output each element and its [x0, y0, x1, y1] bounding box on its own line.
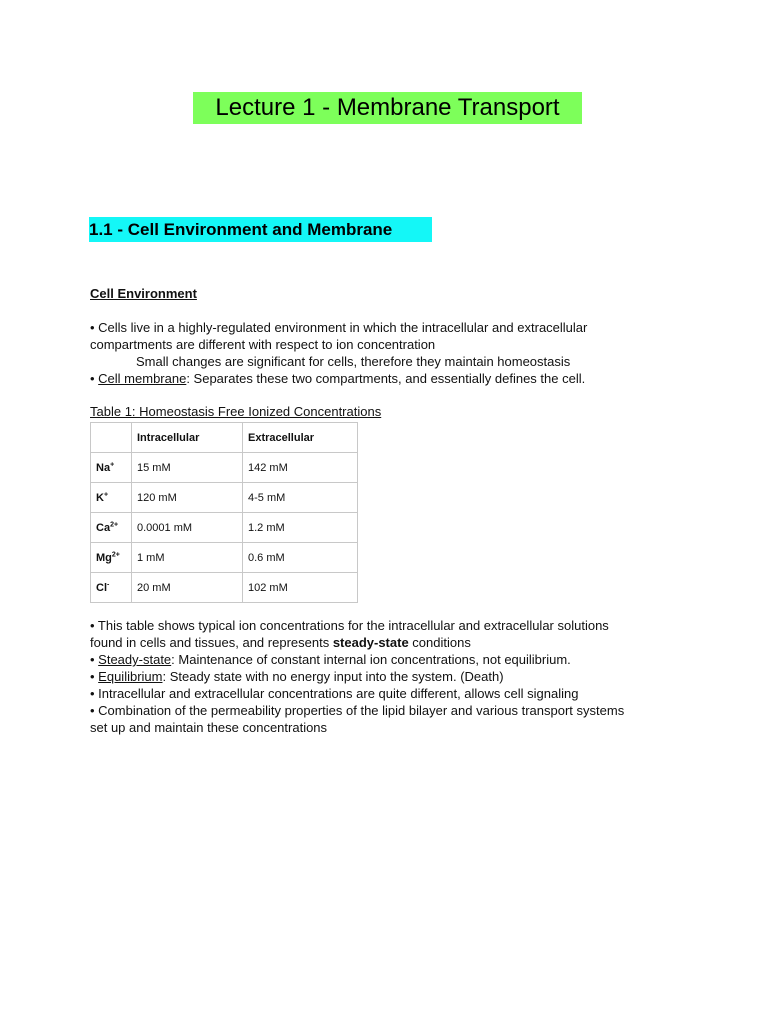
ion-cell	[91, 513, 132, 543]
extracellular-value: 102 mM	[243, 573, 358, 603]
ion-charge: +	[103, 490, 109, 498]
intracellular-value: 1 mM	[132, 543, 243, 573]
ion-cell	[91, 573, 132, 603]
table-header-extracellular: Extracellular	[243, 423, 358, 453]
intro-paragraph	[90, 319, 690, 387]
cell-membrane-definition	[90, 370, 690, 387]
intro-indented-line: Small changes are significant for cells, therefore they maintain homeostasis	[136, 354, 571, 369]
ion-symbol: Ca	[96, 521, 111, 534]
steady-state-emphasis: steady-state	[332, 635, 409, 650]
intracellular-value: 15 mM	[132, 453, 243, 483]
ion-concentration-table	[90, 422, 358, 603]
extracellular-value: 4-5 mM	[243, 483, 358, 513]
table-header-cell	[91, 423, 132, 453]
ion-charge: 2+	[111, 550, 120, 558]
section-heading: 1.1 - Cell Environment and Membrane	[89, 217, 432, 242]
notes-text: found in cells and tissues, and represents	[90, 635, 333, 650]
notes-line	[90, 634, 690, 651]
steady-state-definition	[90, 651, 690, 668]
cell-membrane-text: : Separates these two compartments, and essentially defines the cell.	[186, 371, 586, 386]
steady-state-text: : Maintenance of constant internal ion concentrations, not equilibrium.	[171, 652, 571, 667]
equilibrium-term: Equilibrium	[98, 669, 163, 684]
ion-symbol: Na	[96, 461, 111, 474]
intracellular-value: 20 mM	[132, 573, 243, 603]
notes-text: conditions	[408, 635, 471, 650]
table-header-row	[91, 423, 358, 453]
notes-paragraph	[90, 617, 690, 736]
subsection-heading: Cell Environment	[90, 286, 197, 301]
document-title: Lecture 1 - Membrane Transport	[193, 92, 582, 124]
extracellular-value: 1.2 mM	[243, 513, 358, 543]
ion-cell	[91, 483, 132, 513]
notes-line: set up and maintain these concentrations	[90, 720, 328, 735]
notes-line: • This table shows typical ion concentrations for the intracellular and extracellular solutions	[90, 618, 609, 633]
ion-cell	[91, 543, 132, 573]
equilibrium-definition	[90, 668, 690, 685]
ion-charge: +	[110, 460, 115, 468]
bullet: •	[90, 371, 99, 386]
table-row	[91, 513, 358, 543]
bullet: •	[90, 669, 99, 684]
equilibrium-text: : Steady state with no energy input into the system. (Death)	[162, 669, 504, 684]
notes-line: • Intracellular and extracellular concentrations are quite different, allows cell signaling	[90, 686, 579, 701]
table-caption: Table 1: Homeostasis Free Ionized Concentrations	[90, 404, 382, 419]
ion-symbol: Cl	[96, 581, 107, 594]
steady-state-term: Steady-state	[98, 652, 172, 667]
extracellular-value: 142 mM	[243, 453, 358, 483]
table-row	[91, 573, 358, 603]
table-row	[91, 483, 358, 513]
ion-charge: 2+	[110, 520, 119, 528]
ion-symbol: K	[96, 491, 104, 504]
intro-line: • Cells live in a highly-regulated environment in which the intracellular and extracellular	[90, 320, 588, 335]
extracellular-value: 0.6 mM	[243, 543, 358, 573]
ion-cell	[91, 453, 132, 483]
bullet: •	[90, 652, 99, 667]
table-header-intracellular: Intracellular	[132, 423, 243, 453]
cell-membrane-term: Cell membrane	[98, 371, 187, 386]
ion-charge: -	[107, 580, 110, 588]
intracellular-value: 0.0001 mM	[132, 513, 243, 543]
ion-symbol: Mg	[96, 551, 112, 564]
table-row	[91, 453, 358, 483]
notes-line: • Combination of the permeability properties of the lipid bilayer and various transport systems	[90, 703, 625, 718]
intro-line: compartments are different with respect to ion concentration	[90, 337, 436, 352]
table-row	[91, 543, 358, 573]
intracellular-value: 120 mM	[132, 483, 243, 513]
